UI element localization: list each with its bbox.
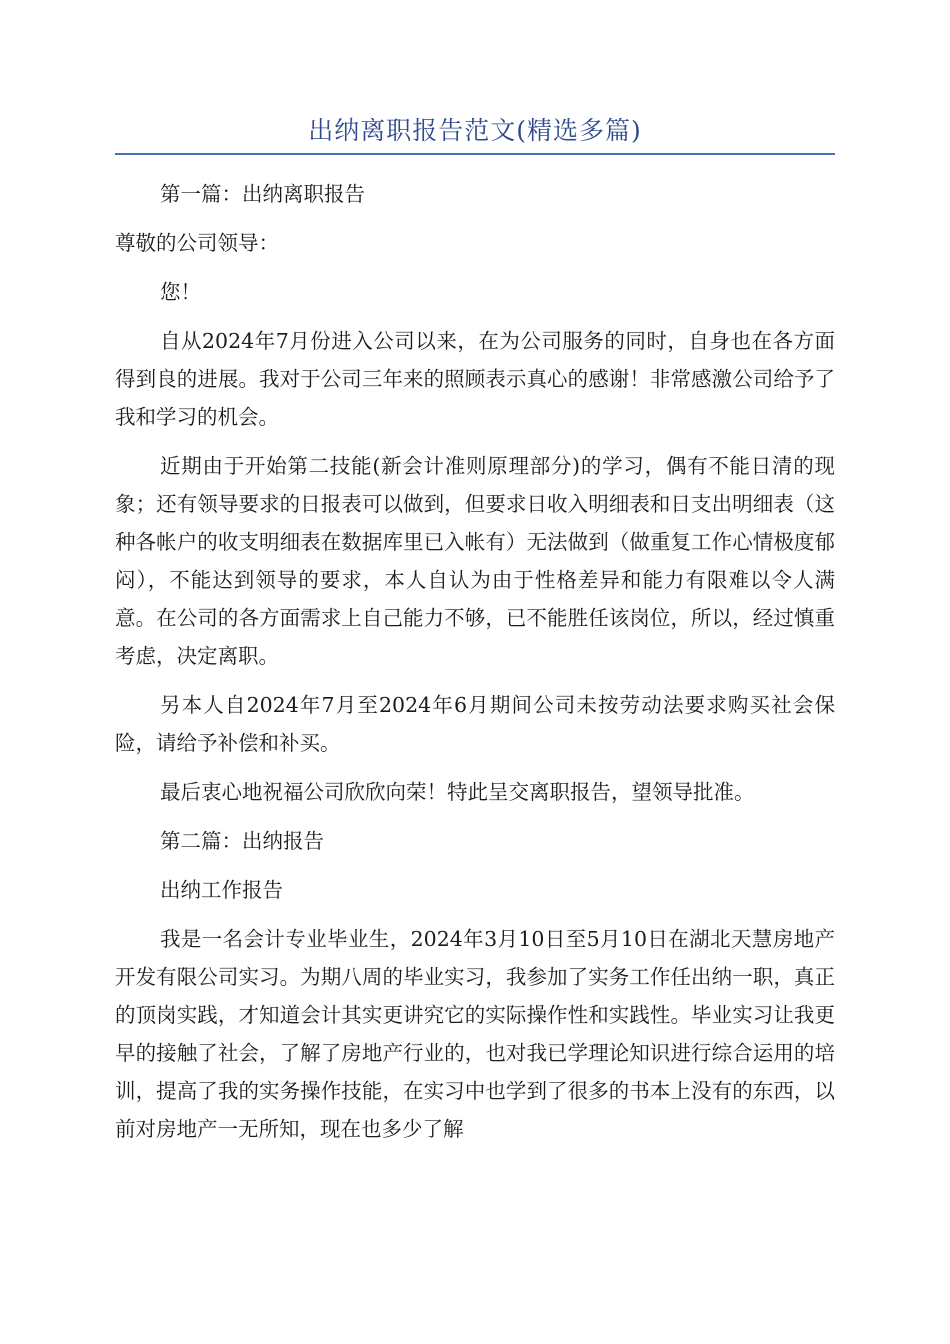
paragraph-2: 尊敬的公司领导： [115, 231, 279, 255]
paragraph-8: 第二篇：出纳报告 [160, 829, 324, 853]
paragraph-1: 第一篇：出纳离职报告 [160, 182, 365, 206]
paragraph-9: 出纳工作报告 [160, 878, 283, 902]
paragraph-7: 最后衷心地祝福公司欣欣向荣！特此呈交离职报告，望领导批准。 [160, 780, 755, 804]
paragraph-3: 您！ [160, 280, 201, 304]
document-body [115, 175, 835, 1159]
paragraph-6: 另本人自2024年7月至2024年6月期间公司未按劳动法要求购买社会保险，请给予补偿和补买。 [115, 693, 835, 755]
paragraph-5: 近期由于开始第二技能(新会计准则原理部分)的学习，偶有不能日清的现象；还有领导要求的日报表可以做到，但要求日收入明细表和日支出明细表（这种各帐户的收支明细表在数据库里已入帐有）无法做到（做重复工作心情极度郁闷），不能达到领导的要求，本人自认为由于性格差异和能力有限难以令人满意。在公司的各方面需求上自己能力不够，已不能胜任该岗位，所以，经过慎重考虑，决定离职。 [115, 454, 835, 668]
title-underline [115, 153, 835, 155]
paragraph-10: 我是一名会计专业毕业生，2024年3月10日至5月10日在湖北天慧房地产开发有限公司实习。为期八周的毕业实习，我参加了实务工作任出纳一职，真正的顶岗实践，才知道会计其实更讲究它的实际操作性和实践性。毕业实习让我更早的接触了社会，了解了房地产行业的，也对我已学理论知识进行综合运用的培训，提高了我的实务操作技能，在实习中也学到了很多的书本上没有的东西，以前对房地产一无所知，现在也多少了解 [115, 927, 835, 1141]
paragraph-4: 自从2024年7月份进入公司以来，在为公司服务的同时，自身也在各方面得到良的进展。我对于公司三年来的照顾表示真心的感谢！非常感激公司给予了我和学习的机会。 [115, 329, 835, 429]
document-title: 出纳离职报告范文(精选多篇) [308, 116, 642, 145]
